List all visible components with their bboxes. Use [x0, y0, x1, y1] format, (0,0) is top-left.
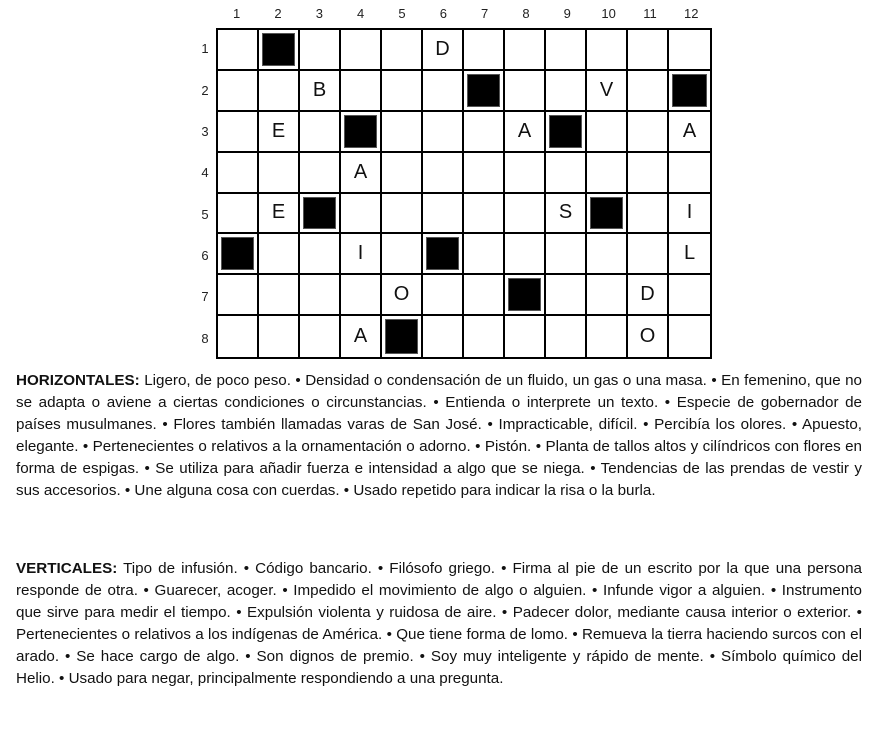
grid-cell[interactable]: [423, 112, 464, 153]
vertical-clues: [16, 558, 862, 690]
column-number: 5: [398, 6, 406, 21]
grid-cell[interactable]: [587, 112, 628, 153]
grid-cell[interactable]: [546, 316, 587, 357]
grid-cell[interactable]: [300, 234, 341, 275]
grid-cell[interactable]: A: [669, 112, 710, 153]
column-number: 10: [601, 6, 616, 21]
grid-cell[interactable]: [341, 30, 382, 71]
row-number: 2: [201, 82, 209, 98]
grid-cell[interactable]: [382, 234, 423, 275]
grid-cell[interactable]: [423, 153, 464, 194]
grid-cell[interactable]: [587, 30, 628, 71]
column-number: 8: [522, 6, 530, 21]
grid-cell[interactable]: S: [546, 194, 587, 235]
grid-cell[interactable]: [300, 112, 341, 153]
grid-cell[interactable]: [669, 30, 710, 71]
grid-cell[interactable]: [546, 30, 587, 71]
grid-cell[interactable]: [464, 153, 505, 194]
grid-cell[interactable]: [546, 275, 587, 316]
row-number: 1: [201, 41, 209, 57]
column-numbers: [216, 6, 712, 24]
row-number: 6: [201, 248, 209, 264]
grid-cell[interactable]: [628, 112, 669, 153]
row-number: 3: [201, 123, 209, 139]
vertical-clues-heading: VERTICALES:: [16, 560, 118, 577]
row-number: 4: [201, 165, 209, 181]
grid-cell[interactable]: [382, 194, 423, 235]
grid-cell[interactable]: [505, 194, 546, 235]
black-cell: [341, 112, 382, 153]
black-cell: [259, 30, 300, 71]
grid-cell[interactable]: [218, 71, 259, 112]
column-number: 2: [274, 6, 282, 21]
grid-cell[interactable]: [341, 194, 382, 235]
crossword-grid: [216, 28, 712, 359]
grid-cell[interactable]: [218, 194, 259, 235]
black-cell: [669, 71, 710, 112]
grid-cell[interactable]: [259, 234, 300, 275]
column-number: 9: [563, 6, 571, 21]
grid-cell[interactable]: [259, 275, 300, 316]
grid-cell[interactable]: [669, 153, 710, 194]
grid-cell[interactable]: [546, 71, 587, 112]
grid-cell[interactable]: [464, 30, 505, 71]
grid-cell[interactable]: [669, 275, 710, 316]
grid-cell[interactable]: [628, 234, 669, 275]
grid-cell[interactable]: [587, 153, 628, 194]
column-number: 11: [643, 6, 657, 21]
black-cell: [587, 194, 628, 235]
grid-cell[interactable]: [505, 153, 546, 194]
black-cell: [300, 194, 341, 235]
grid-cell[interactable]: [259, 71, 300, 112]
grid-cell[interactable]: [628, 194, 669, 235]
grid-cell[interactable]: [464, 316, 505, 357]
grid-cell[interactable]: [218, 316, 259, 357]
grid-cell[interactable]: [587, 234, 628, 275]
grid-cell[interactable]: [300, 275, 341, 316]
grid-cell[interactable]: [382, 112, 423, 153]
grid-cell[interactable]: [341, 71, 382, 112]
grid-cell[interactable]: [587, 316, 628, 357]
grid-cell[interactable]: A: [341, 153, 382, 194]
column-number: 1: [233, 6, 241, 21]
grid-cell[interactable]: I: [669, 194, 710, 235]
grid-cell[interactable]: [300, 153, 341, 194]
grid-cell[interactable]: [218, 30, 259, 71]
grid-cell[interactable]: [382, 30, 423, 71]
grid-cell[interactable]: E: [259, 194, 300, 235]
grid-cell[interactable]: [669, 316, 710, 357]
column-number: 6: [439, 6, 447, 21]
grid-cell[interactable]: [546, 153, 587, 194]
grid-cell[interactable]: O: [382, 275, 423, 316]
grid-cell[interactable]: V: [587, 71, 628, 112]
grid-cell[interactable]: [505, 234, 546, 275]
black-cell: [218, 234, 259, 275]
row-numbers: [196, 28, 214, 359]
grid-cell[interactable]: [341, 275, 382, 316]
grid-cell[interactable]: [628, 71, 669, 112]
column-number: 7: [481, 6, 489, 21]
grid-cell[interactable]: L: [669, 234, 710, 275]
black-cell: [382, 316, 423, 357]
horizontal-clues-heading: HORIZONTALES:: [16, 372, 140, 389]
grid-cell[interactable]: [464, 275, 505, 316]
grid-cell[interactable]: [628, 153, 669, 194]
grid-cell[interactable]: [505, 316, 546, 357]
black-cell: [423, 234, 464, 275]
grid-cell[interactable]: [423, 316, 464, 357]
grid-cell[interactable]: [587, 275, 628, 316]
grid-cell[interactable]: [505, 71, 546, 112]
grid-cell[interactable]: [218, 275, 259, 316]
vertical-clues-text: Tipo de infusión. • Código bancario. • Filósofo griego. • Firma al pie de un escrito por la que una persona responde de otra. • Guarecer, acoger. • Impedido el movimiento de algo o alguien. • Infunde vigor a alguien. • Instrumento que sirve para medir el tiempo. • Expulsión violenta y ruidosa de aire. • Padecer dolor, mediante causa interior o exterior. • Pertenecientes o relativos a los indígenas de América. • Que tiene forma de lomo. • Remueva la tierra haciendo surcos con el arado. • Se hace cargo de algo. • Son dignos de premio. • Soy muy inteligente y rápido de mente. • Símbolo químico del Helio. • Usado para negar, principalmente respondiendo a una pregunta.: [16, 560, 862, 687]
grid-cell[interactable]: [464, 194, 505, 235]
grid-cell[interactable]: [382, 153, 423, 194]
black-cell: [546, 112, 587, 153]
grid-cell[interactable]: [464, 112, 505, 153]
grid-cell[interactable]: [546, 234, 587, 275]
black-cell: [505, 275, 546, 316]
grid-cell[interactable]: [628, 30, 669, 71]
row-number: 5: [201, 206, 209, 222]
black-cell: [464, 71, 505, 112]
grid-cell[interactable]: D: [423, 30, 464, 71]
grid-cell[interactable]: [259, 153, 300, 194]
grid-cell[interactable]: [423, 275, 464, 316]
row-number: 8: [201, 330, 209, 346]
grid-cell[interactable]: [300, 316, 341, 357]
grid-cell[interactable]: [259, 316, 300, 357]
grid-cell[interactable]: [218, 153, 259, 194]
grid-cell[interactable]: [505, 30, 546, 71]
grid-cell[interactable]: I: [341, 234, 382, 275]
grid-cell[interactable]: [464, 234, 505, 275]
column-number: 4: [357, 6, 365, 21]
column-number: 3: [315, 6, 323, 21]
grid-cell[interactable]: [423, 194, 464, 235]
grid-cell[interactable]: [382, 71, 423, 112]
grid-cell[interactable]: A: [341, 316, 382, 357]
row-number: 7: [201, 289, 209, 305]
horizontal-clues-text: Ligero, de poco peso. • Densidad o condensación de un fluido, un gas o una masa. • En femenino, que no se adapta o aviene a ciertas condiciones o circunstancias. • Entienda o interprete un texto. • Especie de gobernador de países musulmanes. • Flores también llamadas varas de San José. • Impracticable, difícil. • Percibía los olores. • Apuesto, elegante. • Pertenecientes o relativos a la ornamentación o adorno. • Pistón. • Planta de tallos altos y cilíndricos con flores en forma de espigas. • Se utiliza para añadir fuerza e intensidad a algo que se niega. • Tendencias de las prendas de vestir y sus accesorios. • Une alguna cosa con cuerdas. • Usado repetido para indicar la risa o la burla.: [16, 372, 862, 499]
grid-cell[interactable]: [300, 30, 341, 71]
grid-cell[interactable]: E: [259, 112, 300, 153]
grid-cell[interactable]: [218, 112, 259, 153]
column-number: 12: [684, 6, 699, 21]
horizontal-clues: [16, 370, 862, 502]
grid-cell[interactable]: A: [505, 112, 546, 153]
grid-cell[interactable]: D: [628, 275, 669, 316]
grid-cell[interactable]: B: [300, 71, 341, 112]
grid-cell[interactable]: [423, 71, 464, 112]
grid-cell[interactable]: O: [628, 316, 669, 357]
